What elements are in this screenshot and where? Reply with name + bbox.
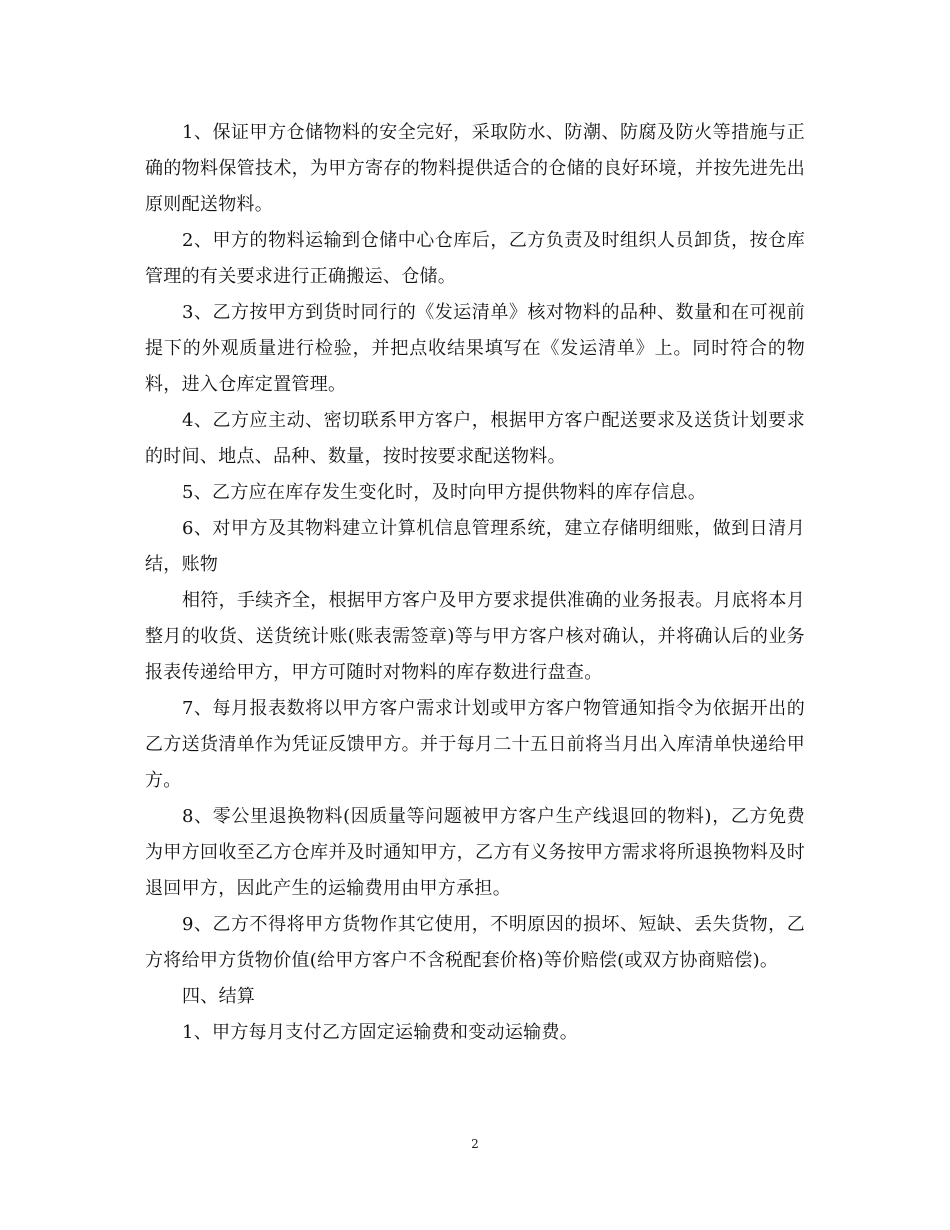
- paragraph-clause-7: 7、每月报表数将以甲方客户需求计划或甲方客户物管通知指令为依据开出的乙方送货清单作为凭证反馈甲方。并于每月二十五日前将当月出入库清单快递给甲方。: [145, 698, 805, 791]
- paragraph-settlement-1: 1、甲方每月支付乙方固定运输费和变动运输费。: [182, 1022, 579, 1043]
- paragraph-clause-5: 5、乙方应在库存发生变化时，及时向甲方提供物料的库存信息。: [182, 482, 707, 503]
- paragraph-clause-6: 6、对甲方及其物料建立计算机信息管理系统，建立存储明细账，做到日清月结，账物: [145, 518, 805, 575]
- paragraph-clause-3: 3、乙方按甲方到货时同行的《发运清单》核对物料的品种、数量和在可视前提下的外观质量进行检验，并把点收结果填写在《发运清单》上。同时符合的物料，进入仓库定置管理。: [145, 302, 805, 395]
- paragraph-clause-2: 2、甲方的物料运输到仓储中心仓库后，乙方负责及时组织人员卸货，按仓库管理的有关要求进行正确搬运、仓储。: [145, 230, 805, 287]
- page-number: 2: [471, 1137, 479, 1151]
- section-heading-settlement: 四、结算: [182, 986, 256, 1007]
- paragraph-clause-4: 4、乙方应主动、密切联系甲方客户，根据甲方客户配送要求及送货计划要求的时间、地点、品种、数量，按时按要求配送物料。: [145, 410, 805, 467]
- paragraph-clause-8: 8、零公里退换物料(因质量等问题被甲方客户生产线退回的物料)，乙方免费为甲方回收至乙方仓库并及时通知甲方，乙方有义务按甲方需求将所退换物料及时退回甲方，因此产生的运输费用由甲方承担。: [145, 806, 805, 899]
- paragraph-clause-9: 9、乙方不得将甲方货物作其它使用，不明原因的损坏、短缺、丢失货物，乙方将给甲方货物价值(给甲方客户不含税配套价格)等价赔偿(或双方协商赔偿)。: [145, 914, 805, 971]
- document-body: [145, 115, 805, 1051]
- paragraph-clause-1: 1、保证甲方仓储物料的安全完好，采取防水、防潮、防腐及防火等措施与正确的物料保管技术，为甲方寄存的物料提供适合的仓储的良好环境，并按先进先出原则配送物料。: [145, 122, 805, 215]
- paragraph-clause-6-continued: 相符，手续齐全，根据甲方客户及甲方要求提供准确的业务报表。月底将本月整月的收货、送货统计账(账表需签章)等与甲方客户核对确认，并将确认后的业务报表传递给甲方，甲方可随时对物料的库存数进行盘查。: [145, 590, 805, 683]
